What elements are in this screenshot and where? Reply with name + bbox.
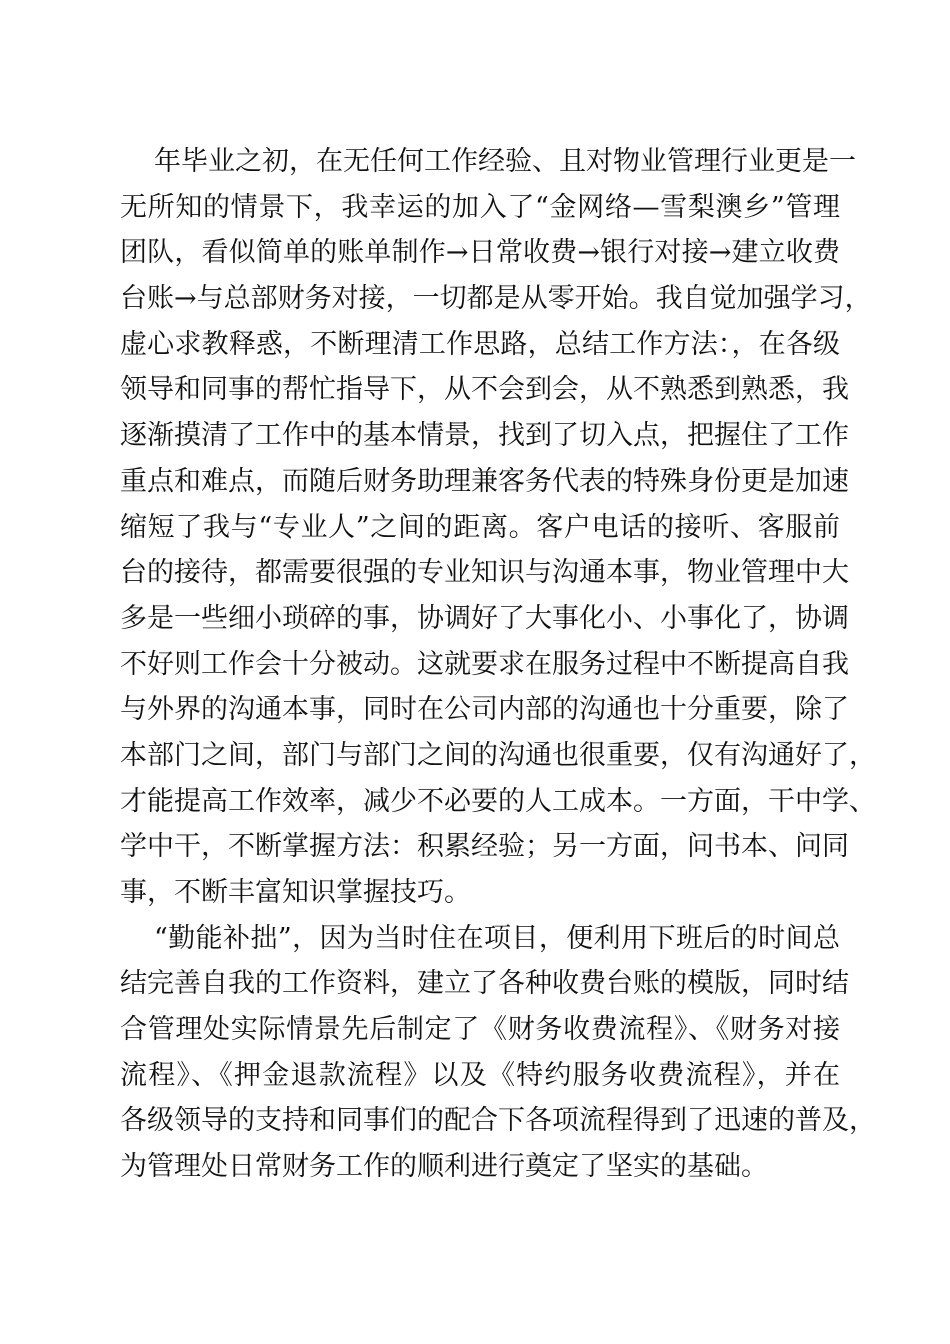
paragraph-2-line-1: “勤能补拙”，因为当时住在项目，便利用下班后的时间总	[154, 922, 840, 954]
document-body	[120, 139, 876, 1190]
paragraph-1-line-5: 虚心求教释惑，不断理清工作思路，总结工作方法：，在各级	[120, 328, 840, 360]
paragraph-1-line-3: 团队，看似简单的账单制作→日常收费→银行对接→建立收费	[120, 237, 840, 269]
paragraph-1-line-15: 才能提高工作效率，减少不必要的人工成本。一方面，干中学、	[120, 785, 876, 817]
paragraph-1-line-11: 多是一些细小琐碎的事，协调好了大事化小、小事化了，协调	[120, 602, 849, 634]
paragraph-1-line-2: 无所知的情景下，我幸运的加入了“金网络—雪梨澳乡”管理	[120, 191, 840, 223]
paragraph-2-line-5: 各级领导的支持和同事们的配合下各项流程得到了迅速的普及，	[120, 1105, 876, 1137]
paragraph-1-line-1: 年毕业之初，在无任何工作经验、且对物业管理行业更是一	[154, 146, 856, 177]
paragraph-1-line-8: 重点和难点，而随后财务助理兼客务代表的特殊身份更是加速	[120, 465, 849, 497]
paragraph-1-line-7: 逐渐摸清了工作中的基本情景，找到了切入点，把握住了工作	[120, 420, 849, 452]
paragraph-2-line-4: 流程》、《押金退款流程》以及《特约服务收费流程》，并在	[120, 1059, 840, 1091]
paragraph-1-line-13: 与外界的沟通本事，同时在公司内部的沟通也十分重要，除了	[120, 694, 849, 726]
paragraph-2-line-6: 为管理处日常财务工作的顺利进行奠定了坚实的基础。	[120, 1151, 768, 1183]
paragraph-1-line-16: 学中干，不断掌握方法：积累经验；另一方面，问书本、问同	[120, 831, 849, 863]
paragraph-2-line-3: 合管理处实际情景先后制定了《财务收费流程》、《财务对接	[120, 1014, 840, 1046]
paragraph-1-line-10: 台的接待，都需要很强的专业知识与沟通本事，物业管理中大	[120, 557, 849, 589]
paragraph-1-line-9: 缩短了我与“专业人”之间的距离。客户电话的接听、客服前	[120, 511, 840, 543]
paragraph-1-line-4: 台账→与总部财务对接，一切都是从零开始。我自觉加强学习，	[120, 283, 872, 315]
paragraph-1-line-14: 本部门之间，部门与部门之间的沟通也很重要，仅有沟通好了，	[120, 739, 876, 771]
paragraph-2-line-2: 结完善自我的工作资料，建立了各种收费台账的模版，同时结	[120, 968, 849, 1000]
paragraph-1-line-6: 领导和同事的帮忙指导下，从不会到会，从不熟悉到熟悉，我	[120, 374, 849, 406]
paragraph-1-line-12: 不好则工作会十分被动。这就要求在服务过程中不断提高自我	[120, 648, 849, 680]
paragraph-1-line-17: 事，不断丰富知识掌握技巧。	[120, 877, 471, 908]
